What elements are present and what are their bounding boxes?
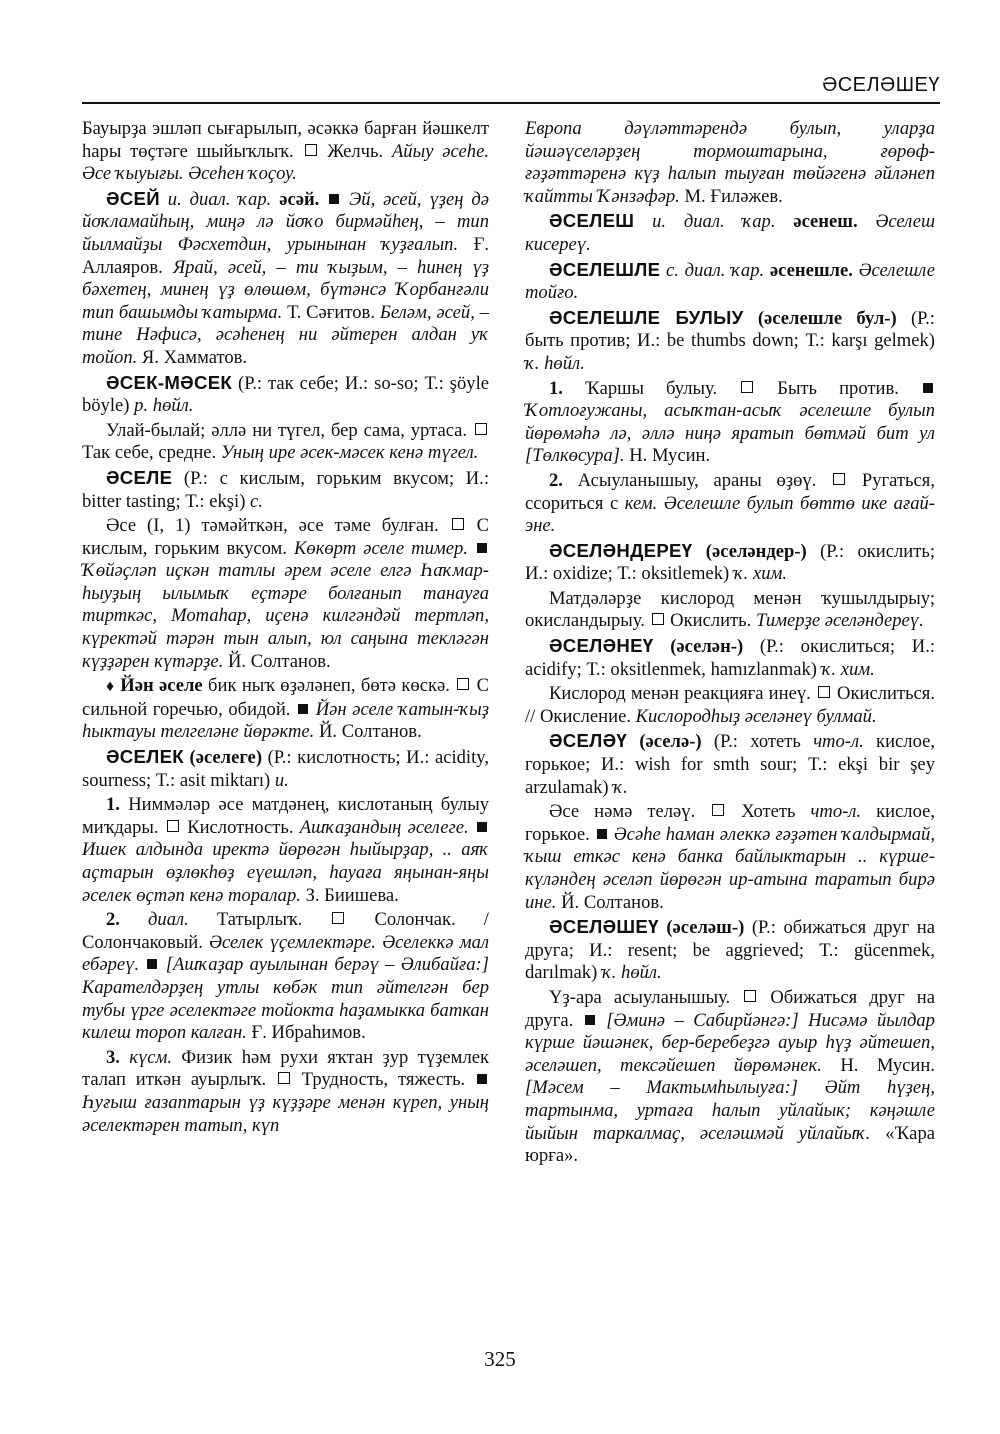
quotation: Эй, әсей, үҙең дә йоҡламайһың, миңә лә йоҡо бирмәйһең, – тип йылмайҙы Фәсхетдин, урынынан ҡуҙғалып.: [82, 188, 490, 255]
dictionary-entry-asele: [82, 467, 489, 513]
sense-number: 3.: [106, 1046, 120, 1068]
translations: (Р.: окислиться; И.: acidify; Т.: oksitlenmek, hamızlanmak): [525, 636, 936, 680]
quotation-source: Я. Хамматов.: [141, 346, 248, 368]
grammar-label: ҡ. һөйл.: [601, 962, 662, 984]
sense-3: [82, 1047, 489, 1137]
headword: ӘСЕЛЕШЛЕ: [549, 258, 661, 280]
definition-text: Бауырҙа эшләп сығарылып, әсәккә барған йәшкелт һары төҫтәге шыйыҡлыҡ.: [82, 118, 489, 162]
dictionary-entry-asey: [82, 188, 489, 370]
russian-equivalent: С сильной горечью, обидой.: [82, 675, 490, 720]
russian-equivalent-marker-icon: [741, 381, 753, 393]
russian-equivalent-marker-icon: [332, 912, 344, 924]
quotation: [Ашҡаҙар ауылынан берәү – Әлибайға:] Карателдәрҙең утлы көбәк тип әйтелгән бер тубы үрге әселектәге тойокта һаҙамыкка баткан килеш тороп калған.: [82, 954, 489, 1044]
usage-example: Айыу әсеһе. Әсе ҡыуығы. Әсеһен ҡоҫоу.: [82, 140, 489, 185]
sense-2: [525, 470, 935, 538]
quotation-source: М. Ғиләжев.: [684, 185, 783, 207]
idiom-diamond-icon: ♦: [106, 678, 115, 696]
page-header: [82, 70, 940, 104]
grammar-label: и. диал. ҡар.: [652, 211, 776, 233]
headword: ӘСЕК-МӘСЕК: [106, 371, 233, 393]
page-number: 325: [484, 1347, 516, 1371]
quotation: Һуғыш ғазаптарын үҙ күҙҙәре менән күреп, уның әселектәрен татып, күп: [82, 1091, 489, 1136]
grammar-label: ҡ. хим.: [733, 563, 788, 585]
grammar-label: ҡ. һөйл.: [525, 352, 585, 374]
grammar-label: диал.: [148, 909, 189, 931]
grammar-label: р. һөйл.: [134, 395, 194, 417]
quotation-source: Й. Солтанов.: [227, 650, 331, 672]
dictionary-entry-aselashau: [525, 916, 935, 985]
quotation: Беләм, әсей, – тине Нәфисә, әсәһенең ни әйтерен алдан уҡ тойоп.: [82, 301, 490, 368]
definition: [525, 683, 935, 728]
headword-stem: (әселеге): [189, 747, 263, 769]
quotation-source: Й. Солтанов.: [318, 721, 422, 743]
sense-1: [82, 794, 489, 907]
definition: [525, 801, 935, 914]
headword-stem: (әселән-): [670, 636, 744, 658]
grammar-label: ҡ.: [613, 776, 628, 798]
dictionary-entry-asek-masek: [82, 372, 489, 418]
quotation-marker-icon: [923, 383, 933, 393]
russian-equivalent: Солончак. / Солончаковый.: [82, 909, 489, 953]
quotation-source: Н. Мусин.: [629, 445, 711, 467]
russian-equivalent-marker-icon: [652, 613, 664, 625]
russian-equivalent-marker-icon: [457, 678, 469, 690]
quotation-source: Ғ. Ибраһимов.: [251, 1022, 366, 1044]
definition-text: Физик һәм рухи яҡтан ҙур түҙемлек талап иткән ауырлыҡ.: [82, 1046, 490, 1091]
quotation-marker-icon: [477, 1074, 487, 1084]
quotation-marker-icon: [477, 822, 487, 832]
russian-equivalent-marker-icon: [305, 144, 317, 156]
russian-equivalent: Ругаться, ссориться с: [525, 469, 935, 514]
sense-number: 1.: [106, 794, 120, 816]
definition-text: Ниммәләр әсе матдәнең, кислотаның булыу миҡдары.: [82, 794, 489, 838]
headword: ӘСЕЛЕ: [106, 466, 173, 488]
russian-equivalent: Обижаться друг на друга.: [525, 986, 935, 1031]
usage-example: Кислородһыҙ әселәнеү булмай.: [635, 705, 877, 727]
quotation-marker-icon: [477, 543, 487, 553]
russian-equivalent: Желчь.: [327, 140, 384, 162]
dictionary-entry-aseleshle: [525, 259, 935, 305]
quotation: Ҡөйәҫләп иҫкән татлы әрем әселе елгә Һаҡмар-һыуҙың ылымыҡ еҫтәре болғанып танауға тирткәс, Мотаһар, иҫенә килгәндәй тертләп, күректәй тәрән тын алып, юл саңына текләгән күҙҙәрен күтәрҙе.: [82, 560, 489, 672]
running-head: ӘСЕЛӘШЕҮ: [822, 74, 940, 96]
grammar-label: ҡ. хим.: [821, 658, 875, 680]
grammar-label: күсм.: [129, 1046, 173, 1068]
sense-number: 2.: [106, 909, 120, 931]
definition-text: Әсе нәмә теләү.: [549, 801, 696, 823]
quotation: Европа дәүләттәрендә булып, уларҙа йәшәүселәрҙең тормоштарына, ғөрөф-ғәҙәттәренә күҙ һалып тыуған төйәгенә әйләнеп ҡайтты Ҡәнзәфәр.: [525, 118, 935, 207]
translations: кислое, горькое; И.: wish for smth sour; Т.: ekşi bir şey arzulamak): [525, 731, 935, 798]
russian-equivalent-marker-icon: [833, 473, 845, 485]
usage-example: Әселеш кисереү.: [525, 211, 936, 255]
quotation-marker-icon: [329, 194, 339, 204]
right-column: [525, 118, 935, 1170]
translations: (Р.: обижаться друг на друга; И.: resent; be aggrieved; Т.: gücenmek, darılmak): [525, 917, 936, 984]
russian-equivalent: С кислым, горьким вкусом.: [82, 515, 489, 559]
dictionary-entry-aseleshle-buluu: [525, 307, 935, 376]
dictionary-entry-aselau: [525, 730, 935, 799]
russian-equivalent: Кислотность.: [187, 816, 294, 838]
usage-example: Әселек үҫемлектәре. Әселеккә мал ебәреү.: [82, 931, 489, 976]
definition-text: Ҡаршы булыу.: [585, 377, 718, 399]
headword-stem: (әселәндер-): [705, 540, 807, 562]
russian-equivalent-marker-icon: [744, 990, 756, 1002]
entry-continuation: [82, 118, 489, 186]
definition-text: Татырлыҡ.: [216, 909, 303, 931]
russian-equivalent-marker-icon: [278, 1072, 290, 1084]
cross-reference: әсенеш.: [793, 211, 858, 233]
dictionary-entry-aselesh: [525, 210, 935, 256]
translations: (Р.: с кислым, горьким вкусом; И.: bitter tasting; Т.: ekşi): [82, 467, 489, 512]
headword-stem: (әселәш-): [666, 917, 745, 939]
russian-equivalent-marker-icon: [818, 686, 830, 698]
dictionary-entry-aselek: [82, 746, 489, 792]
russian-equivalent: Так себе, средне.: [82, 442, 217, 464]
headword: ӘСЕЛЕК: [106, 746, 184, 768]
idiom-headword: Йән әселе: [120, 675, 203, 697]
headword: ӘСЕЛӘНДЕРЕҮ: [549, 539, 693, 561]
usage-example: Уның ире әсек-мәсек кенә түгел.: [220, 442, 479, 464]
cross-reference: әсенешле.: [769, 259, 853, 281]
definition-text: Матдәләрҙе кислород менән ҡушылдырыу; окисландырыу.: [525, 587, 935, 632]
quotation: [Мәсем – Мактымһылыуға:] Әйт һүҙең, тартынма, уртаға һалып уйлайык; кәңәшле йыйын таркалмаҫ, әселәшмәй уйлайыҡ.: [525, 1077, 935, 1144]
definition-text: Әсе (I, 1) тәмәйткән, әсе тәме булған.: [106, 515, 439, 537]
sense-number: 1.: [549, 377, 563, 399]
translations-italic: что-л.: [813, 731, 864, 753]
translations: (Р.: быть против; И.: be thumbs down; Т.: karşı gelmek): [525, 307, 935, 352]
russian-equivalent: Быть против.: [777, 377, 899, 399]
translations: (Р.: хотеть: [713, 731, 801, 753]
dictionary-entry-aselanderau: [525, 540, 935, 586]
definition-text: Асыуланышыу, араны өҙөү.: [577, 469, 817, 491]
usage-example: Тимерҙе әселәндереү.: [755, 610, 924, 632]
definition: [82, 420, 489, 465]
quotation-source: Ғ. Аллаяров.: [82, 233, 489, 278]
quotation-source: Н. Мусин.: [840, 1054, 935, 1076]
grammar-label: с.: [250, 490, 263, 512]
headword: ӘСЕЛӘҮ: [549, 730, 628, 752]
russian-equivalent: Окислить.: [670, 610, 752, 632]
quotation: [Әминә – Сабирйәнгә:] Нисәмә йылдар күрше йәшәнек, бер-беребеҙгә ауыр һүҙ әйтешеп, әселәшеп, тексәйешеп йөрөмәнек.: [525, 1009, 935, 1076]
cross-reference: әсәй.: [279, 188, 320, 210]
quotation: Ҡотлоғужаны, асыҡтан-асыҡ әселешле булып йөрөмәһә лә, әллә ниңә яратып бөтмәй бит ул [Төлкөсура].: [525, 400, 935, 467]
quotation-source: Т. Сәғитов.: [287, 301, 375, 323]
definition-text: Кислород менән реакцияға инеү.: [549, 683, 811, 705]
headword: ӘСЕЛӘНЕҮ: [549, 635, 654, 657]
definition: [82, 515, 489, 673]
headword-stem: (әселә-): [639, 731, 702, 753]
usage-example: Әселешле тойғо.: [525, 259, 935, 304]
dictionary-entry-aselanau: [525, 635, 935, 681]
usage-example: Көкөрт әселе тимер.: [294, 537, 468, 559]
quotation-marker-icon: [298, 704, 308, 714]
russian-equivalent: Трудность, тяжесть.: [301, 1069, 466, 1091]
quotation: Ярай, әсей, – ти ҡыҙым, – һинең үҙ бәхетең, минең үҙ өлөшөм, бүтәнсә Ҡорбанғәли тип башымды ҡатырма.: [82, 256, 489, 323]
grammar-label: с. диал. ҡар.: [666, 259, 765, 281]
quotation-source: Й. Солтанов.: [561, 891, 664, 913]
russian-equivalent-marker-icon: [712, 804, 724, 816]
quotation-source: «Ҡара юрға».: [525, 1122, 935, 1167]
definition: [525, 588, 935, 633]
usage-example: Ашҡаҙандың әселеге.: [299, 816, 469, 838]
translations: (Р.: окислить; И.: oxidize; Т.: oksitlemek): [525, 540, 935, 585]
grammar-label: и. диал. ҡар.: [167, 188, 272, 210]
grammar-label: и.: [274, 769, 289, 791]
headword: ӘСЕЛЕШ: [549, 210, 635, 232]
headword-stem: (әселешле бул-): [757, 307, 897, 329]
sense-2: [82, 909, 489, 1045]
definition-text: Үҙ-ара асыуланышыу.: [549, 986, 731, 1008]
sense-1: [525, 378, 935, 468]
definition: [525, 987, 935, 1168]
idiom-entry: [82, 675, 489, 744]
quotation: Әсәһе һаман әлеккә ғәҙәтен ҡалдырмай, ҡыш еткәс кенә банка байлыктарын .. күрше-күләндең әселәп йөрөгән ир-атына таратып бирә ине.: [525, 823, 935, 913]
definition-text: бик ныҡ өҙәләнеп, бөтә көскә.: [208, 675, 450, 697]
definition-text: Улай-былай; әллә ни түгел, бер сама, уртаса.: [106, 419, 468, 441]
quotation-marker-icon: [585, 1015, 595, 1025]
quotation: Йән әселе ҡатын-ҡыҙ һыктауы телгеләне йөрәкте.: [82, 698, 489, 743]
headword: ӘСЕЙ: [106, 187, 160, 209]
quotation: Ишек алдында иректә йөрөгән һыйырҙар, .. аяҡ аҫтарын өҙлөкһөҙ еүешләп, һауаға яңынан-яңы әселек өҫтәп кенә торалар.: [82, 839, 489, 906]
russian-equivalent-marker-icon: [452, 518, 464, 530]
grammar-label: кем.: [624, 492, 658, 514]
quotation-continuation: [525, 118, 935, 208]
translations: (Р.: кислотность; И.: acidity, sourness; Т.: asit miktarı): [82, 747, 489, 791]
russian-equivalent-marker-icon: [167, 820, 179, 832]
russian-equivalent-italic: что-л.: [810, 801, 862, 823]
translations: (Р.: так себе; И.: so-so; Т.: şöyle böyle): [82, 372, 489, 417]
quotation-source: З. Биишева.: [305, 884, 399, 906]
russian-equivalent-marker-icon: [475, 423, 487, 435]
headword: ӘСЕЛЕШЛЕ БУЛЫУ: [549, 306, 744, 328]
russian-equivalent: Хотеть: [741, 801, 796, 823]
headword: ӘСЕЛӘШЕҮ: [549, 916, 659, 938]
left-column: [82, 118, 489, 1139]
usage-example: Әселешле булып бөттө ике ағай-эне.: [525, 492, 935, 537]
sense-number: 2.: [549, 469, 563, 491]
quotation-marker-icon: [147, 959, 157, 969]
russian-equivalent: кислое, горькое.: [525, 801, 936, 845]
quotation-marker-icon: [597, 829, 607, 839]
russian-equivalent: Окислиться. // Окисление.: [525, 683, 935, 727]
